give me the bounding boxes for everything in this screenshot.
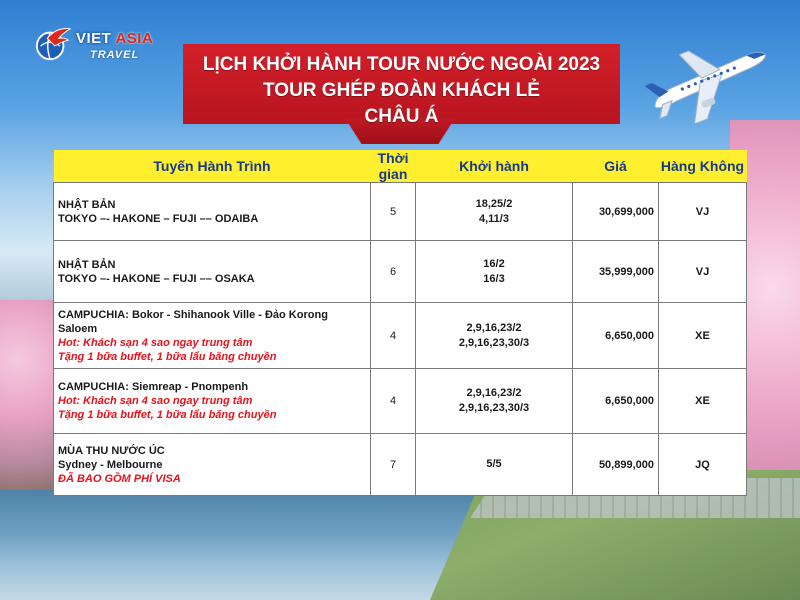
hot-note: Hot: Khách sạn 4 sao ngay trung tâm (58, 336, 253, 349)
table-row[interactable] (54, 303, 747, 369)
route-cell: CAMPUCHIA: Bokor - Shihanook Ville - Đảo Korong Saloem Hot: Khách sạn 4 sao ngay trung tâm Tặng 1 bữa buffet, 1 bữa lẩu băng chuyền (54, 303, 371, 369)
tour-schedule-table (53, 150, 747, 496)
brand-logo[interactable] (34, 22, 184, 72)
price-cell: 35,999,000 (573, 241, 659, 303)
route-cell: MÙA THU NƯỚC ÚC Sydney - Melbourne ĐÃ BAO GỒM PHÍ VISA (54, 434, 371, 496)
visa-note: ĐÃ BAO GỒM PHÍ VISA (58, 472, 181, 485)
cherry-blossom-left (0, 300, 60, 500)
departure-cell: 2,9,16,23/2 2,9,16,23,30/3 (416, 303, 573, 369)
departure-cell: 18,25/2 4,11/3 (416, 183, 573, 241)
duration-cell: 4 (371, 369, 416, 434)
duration-cell: 5 (371, 183, 416, 241)
gift-note: Tặng 1 bữa buffet, 1 bữa lẩu băng chuyền (58, 350, 277, 363)
table-header-row (54, 150, 747, 183)
airline-cell: XE (659, 303, 747, 369)
header-departure: Khởi hành (416, 150, 573, 183)
hot-note: Hot: Khách sạn 4 sao ngay trung tâm (58, 395, 253, 407)
price-cell: 6,650,000 (573, 369, 659, 434)
gift-note: Tặng 1 bữa buffet, 1 bữa lẩu băng chuyền (58, 409, 277, 421)
brand-name: VIET ASIA (76, 30, 154, 47)
departure-cell: 5/5 (416, 434, 573, 496)
title-banner-text (183, 52, 620, 130)
departure-cell: 16/2 16/3 (416, 241, 573, 303)
route-cell: NHẬT BẢN TOKYO –- HAKONE – FUJI –– OSAKA (54, 241, 371, 303)
table-row[interactable] (54, 241, 747, 303)
airline-cell: XE (659, 369, 747, 434)
header-airline: Hàng Không (659, 150, 747, 183)
duration-cell: 7 (371, 434, 416, 496)
table-row[interactable] (54, 183, 747, 241)
brand-subtitle: TRAVEL (90, 49, 140, 61)
globe-wing-logo-icon (34, 24, 72, 64)
banner-subtitle: TOUR GHÉP ĐOÀN KHÁCH LẺ (263, 80, 540, 101)
airline-cell: VJ (659, 183, 747, 241)
duration-cell: 6 (371, 241, 416, 303)
departure-cell: 2,9,16,23/2 2,9,16,23,30/3 (416, 369, 573, 434)
header-price: Giá (573, 150, 659, 183)
duration-cell: 4 (371, 303, 416, 369)
price-cell: 6,650,000 (573, 303, 659, 369)
price-cell: 50,899,000 (573, 434, 659, 496)
airline-cell: VJ (659, 241, 747, 303)
airline-cell: JQ (659, 434, 747, 496)
airplane-icon (640, 28, 775, 123)
route-cell: CAMPUCHIA: Siemreap - Pnompenh Hot: Khách sạn 4 sao ngay trung tâm Tặng 1 bữa buffet, 1 bữa lẩu băng chuyền (54, 369, 371, 434)
header-duration: Thời gian (371, 150, 416, 183)
route-cell: NHẬT BẢN TOKYO –- HAKONE – FUJI –– ODAIBA (54, 183, 371, 241)
banner-title: LỊCH KHỞI HÀNH TOUR NƯỚC NGOÀI 2023 (202, 54, 601, 75)
banner-region: CHÂU Á (364, 106, 439, 127)
table-row[interactable] (54, 369, 747, 434)
header-route: Tuyến Hành Trình (54, 150, 371, 183)
table-row[interactable] (54, 434, 747, 496)
price-cell: 30,699,000 (573, 183, 659, 241)
